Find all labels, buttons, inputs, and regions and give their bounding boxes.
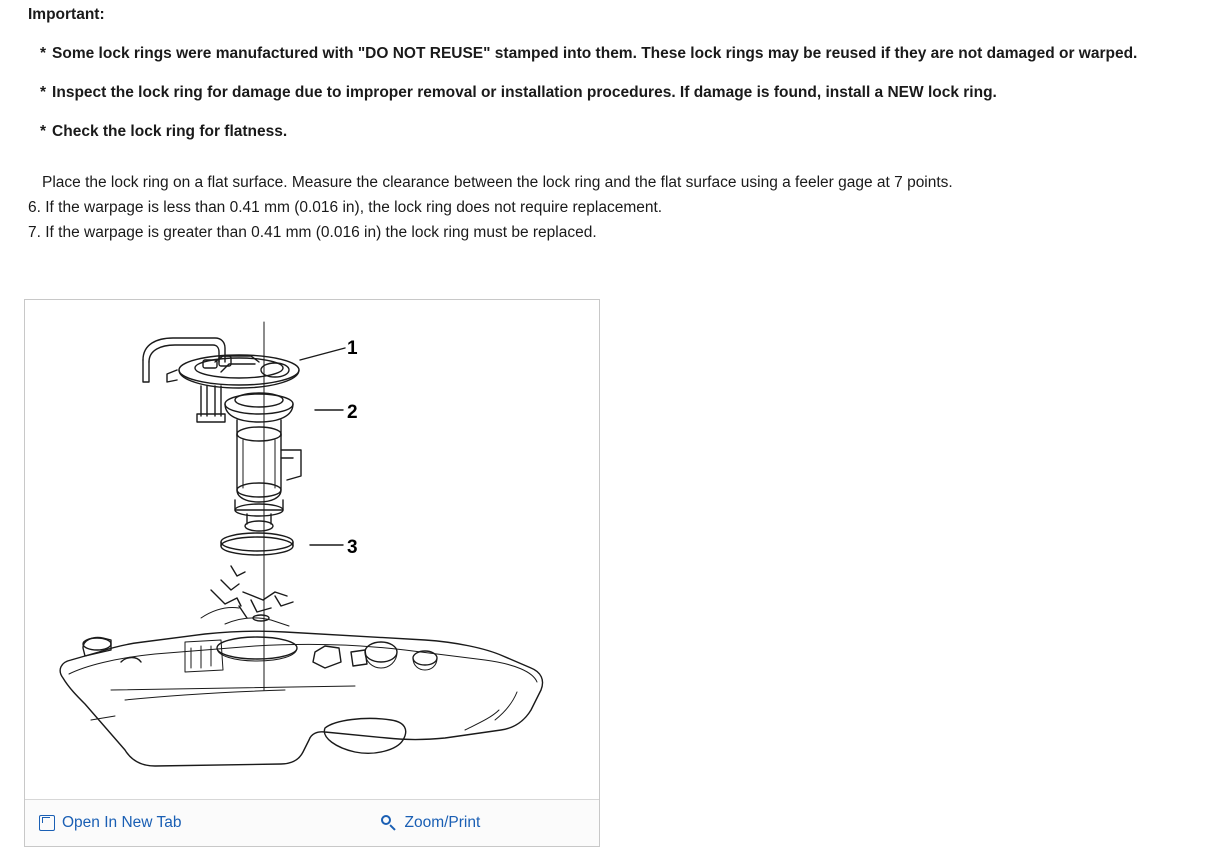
bullet-item-1 xyxy=(28,41,1200,66)
procedure-paragraph: Place the lock ring on a flat surface. Measure the clearance between the lock ring and the flat surface using a feeler gage at 7 points. xyxy=(42,174,953,191)
callout-label-3: 3 xyxy=(347,537,358,558)
zoom-print-label: Zoom/Print xyxy=(404,814,481,831)
bullet-item-2 xyxy=(28,80,1200,105)
important-heading: Important: xyxy=(28,6,105,23)
zoom-print-link[interactable] xyxy=(381,814,480,832)
magnifier-icon xyxy=(381,815,397,831)
instructions-text-block xyxy=(0,2,1220,245)
bullet-marker: * xyxy=(40,84,47,101)
fuel-tank-diagram xyxy=(25,300,599,800)
bullet-text: Some lock rings were manufactured with "DO NOT REUSE" stamped into them. These lock rings may be reused if they are not damaged or warped. xyxy=(52,45,1138,62)
open-in-new-tab-label: Open In New Tab xyxy=(62,814,182,831)
open-in-new-tab-link[interactable] xyxy=(39,814,181,832)
new-tab-icon xyxy=(39,815,55,831)
bullet-text: Check the lock ring for flatness. xyxy=(52,123,288,140)
figure-panel xyxy=(24,299,600,847)
callout-label-2: 2 xyxy=(347,402,358,423)
bullet-marker: * xyxy=(40,45,47,62)
bullet-text: Inspect the lock ring for damage due to improper removal or installation procedures. If damage is found, install a NEW lock ring. xyxy=(52,84,997,101)
document-body xyxy=(0,2,1220,245)
callout-label-1: 1 xyxy=(347,338,358,359)
step-item-7: 7. If the warpage is greater than 0.41 mm (0.016 in) the lock ring must be replaced. xyxy=(28,224,597,241)
step-item-6: 6. If the warpage is less than 0.41 mm (0.016 in), the lock ring does not require replacement. xyxy=(28,199,663,216)
bullet-item-3 xyxy=(28,119,1200,144)
figure-footer-toolbar xyxy=(25,799,599,846)
bullet-marker: * xyxy=(40,123,47,140)
figure-image xyxy=(25,300,599,800)
